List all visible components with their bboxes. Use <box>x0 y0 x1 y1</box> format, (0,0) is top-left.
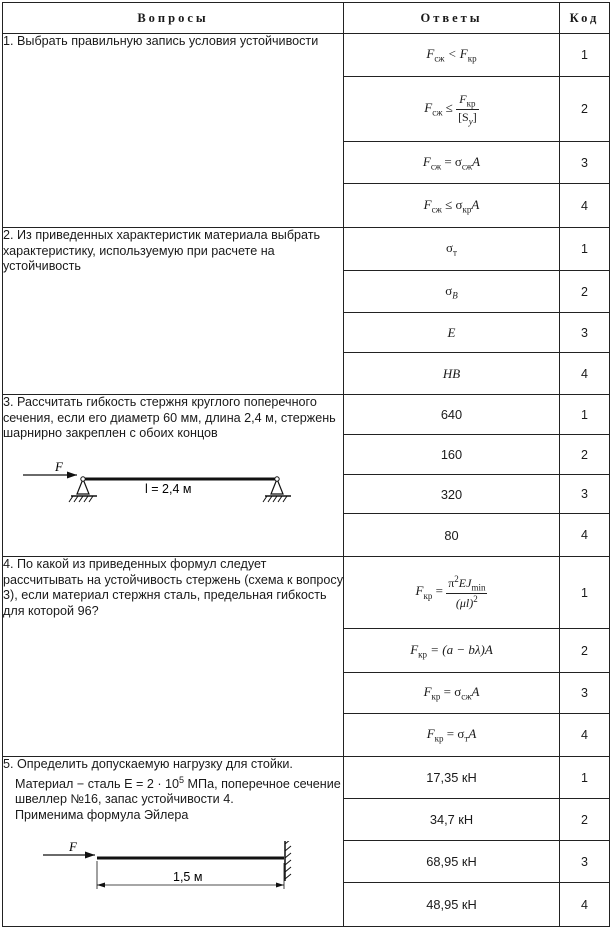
dimension-arrow-right <box>276 883 284 888</box>
header-code: Код <box>560 3 610 34</box>
column-length-label: 1,5 м <box>173 870 203 884</box>
q2-code-4: 4 <box>560 353 610 395</box>
q1-code-2: 2 <box>560 77 610 142</box>
question-1-text: 1. Выбрать правильную запись условия устойчивости <box>3 34 319 48</box>
q5-row-1 <box>3 757 610 799</box>
header-row <box>3 3 610 34</box>
right-pin <box>275 477 279 481</box>
q5-code-3: 3 <box>560 841 610 883</box>
question-3 <box>3 395 344 557</box>
q4-row-1 <box>3 557 610 629</box>
q5-answer-3[interactable]: 68,95 кН <box>344 841 560 883</box>
question-4-text: 4. По какой из приведенных формул следует рассчитывать на устойчивость стержень (схема к вопросу 3), если материал стержня сталь, предельная гибкость для которой 96? <box>3 557 343 618</box>
q2-answer-2[interactable]: $\sigma_B$ <box>344 271 560 313</box>
question-2-text: 2. Из приведенных характеристик материала выбрать характеристику, используемую при расчете на устойчивость <box>3 228 321 273</box>
euler-formula-fraction: $\frac{\pi^2EJ_{min}}{(\mu l)^2}$ <box>448 574 486 610</box>
q3-answer-2[interactable]: 160 <box>344 435 560 475</box>
q4-code-3: 3 <box>560 673 610 714</box>
stability-test-table <box>2 2 610 927</box>
question-5-line-2: Материал − сталь $E = 2 \cdot 10^5$ МПа, поперечное сечение <box>15 774 341 791</box>
question-2 <box>3 228 344 395</box>
question-4 <box>3 557 344 757</box>
q3-code-1: 1 <box>560 395 610 435</box>
q1-answer-4[interactable]: $F_{сж} \le \sigma_{кр}A$ <box>344 184 560 228</box>
right-ground-hatch <box>263 496 287 502</box>
q5-answer-2[interactable]: 34,7 кН <box>344 799 560 841</box>
q4-answer-2[interactable]: $F_{кр} = (a - b\lambda)A$ <box>344 629 560 673</box>
q3-row-1 <box>3 395 610 435</box>
q2-code-2: 2 <box>560 271 610 313</box>
force-arrowhead-5 <box>85 852 95 859</box>
q2-answer-1[interactable]: $\sigma_т$ <box>344 228 560 271</box>
force-arrowhead <box>67 472 77 479</box>
q4-code-4: 4 <box>560 714 610 757</box>
q1-answer-1[interactable]: $F_{сж} < F_{кр}$ <box>344 34 560 77</box>
q1-code-4: 4 <box>560 184 610 228</box>
q2-answer-3[interactable]: E <box>344 313 560 353</box>
question-5-line-3: швеллер №16, запас устойчивости 4. <box>15 792 234 807</box>
header-answers: Ответы <box>344 3 560 34</box>
q1-code-1: 1 <box>560 34 610 77</box>
q5-code-4: 4 <box>560 883 610 927</box>
q5-code-1: 1 <box>560 757 610 799</box>
q1-row-1 <box>3 34 610 77</box>
q4-code-1: 1 <box>560 557 610 629</box>
q3-code-2: 2 <box>560 435 610 475</box>
q2-code-1: 1 <box>560 228 610 271</box>
fixed-wall-hatch <box>285 841 291 879</box>
left-ground-hatch <box>69 496 93 502</box>
q5-answer-4[interactable]: 48,95 кН <box>344 883 560 927</box>
left-pin <box>81 477 85 481</box>
q2-row-1 <box>3 228 610 271</box>
q5-answer-1[interactable]: 17,35 кН <box>344 757 560 799</box>
dimension-arrow-left <box>97 883 105 888</box>
force-label-5: F <box>69 841 77 854</box>
q3-code-4: 4 <box>560 514 610 557</box>
q5-code-2: 2 <box>560 799 610 841</box>
q1-answer-3[interactable]: $F_{сж} = \sigma_{сж}A$ <box>344 142 560 184</box>
q3-answer-4[interactable]: 80 <box>344 514 560 557</box>
question-5 <box>3 757 344 927</box>
q2-code-3: 3 <box>560 313 610 353</box>
cantilever-column-diagram <box>3 841 303 911</box>
beam-length-label: l = 2,4 м <box>145 482 192 496</box>
q4-code-2: 2 <box>560 629 610 673</box>
q4-answer-4[interactable]: $F_{кр} = \sigma_тA$ <box>344 714 560 757</box>
q1-code-3: 3 <box>560 142 610 184</box>
q3-answer-1[interactable]: 640 <box>344 395 560 435</box>
q3-answer-3[interactable]: 320 <box>344 475 560 514</box>
question-5-line-1: 5. Определить допускаемую нагрузку для стойки. <box>3 757 293 771</box>
question-3-text: 3. Рассчитать гибкость стержня круглого поперечного сечения, если его диаметр 60 мм, длина 2,4 м, стержень шарнирно закреплен с обоих концов <box>3 395 336 440</box>
simply-supported-beam-diagram <box>3 459 303 514</box>
header-questions: Вопросы <box>3 3 344 34</box>
q4-answer-1[interactable]: $F_{кр}$ = $\frac{\pi^2EJ_{min}}{(\mu l)^2}$ <box>344 557 560 629</box>
q4-answer-3[interactable]: $F_{кр} = \sigma_{сж}A$ <box>344 673 560 714</box>
q3-code-3: 3 <box>560 475 610 514</box>
q1-answer-2-fraction: $\frac{F_{кр}}{[S_y]}$ <box>458 92 477 126</box>
question-1 <box>3 34 344 228</box>
question-5-line-4: Применима формула Эйлера <box>15 807 189 822</box>
q2-answer-4[interactable]: HB <box>344 353 560 395</box>
q1-answer-2[interactable]: $F_{сж}$ ≤ $\frac{F_{кр}}{[S_y]}$ <box>344 77 560 142</box>
force-label: F <box>55 459 63 474</box>
